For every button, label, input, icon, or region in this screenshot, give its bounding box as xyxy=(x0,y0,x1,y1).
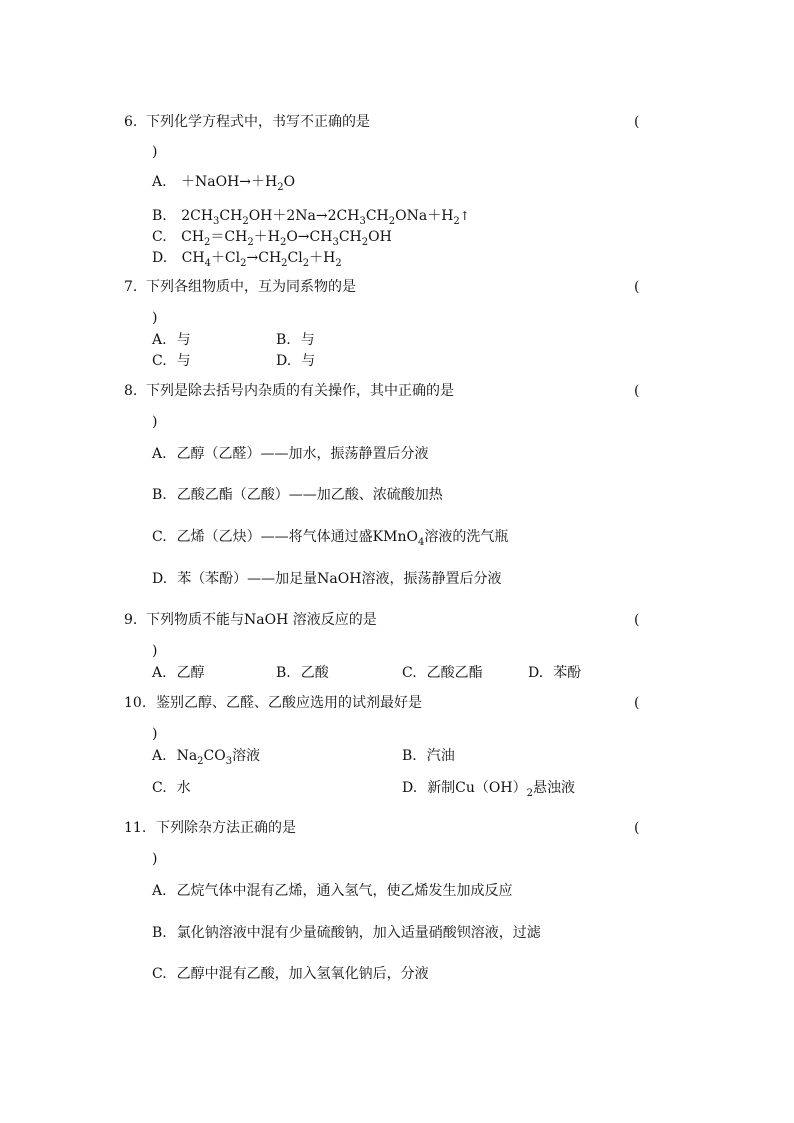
question-number: 11. xyxy=(124,820,147,836)
option-d xyxy=(402,779,575,797)
answer-paren-right: ) xyxy=(152,643,158,659)
answer-paren-left: ( xyxy=(634,383,640,399)
option-text: 乙醇中混有乙酸，加入氢氧化钠后，分液 xyxy=(176,966,429,982)
option-text: 乙醇 xyxy=(176,665,205,681)
option-label: A. xyxy=(152,332,167,348)
option-text: $2CH_3CH_2OH+2Na\to 2CH_3CH_2ONa+H_2↑$ xyxy=(181,208,470,227)
option-c xyxy=(152,228,392,246)
option-b xyxy=(402,747,455,765)
option-text: 水 xyxy=(176,780,191,796)
option-label: B. xyxy=(152,208,167,224)
option-a xyxy=(152,747,260,765)
answer-paren-right: ) xyxy=(152,851,158,867)
answer-paren-right: ) xyxy=(152,726,158,742)
option-a xyxy=(152,664,205,682)
option-b xyxy=(276,664,329,682)
question-stem: 下列化学方程式中，书写不正确的是 xyxy=(146,114,370,130)
option-label: A. xyxy=(152,665,167,681)
option-text: 新制$Cu(OH)_2$悬浊液 xyxy=(427,780,575,799)
option-a xyxy=(152,445,429,463)
option-label: D. xyxy=(402,780,418,796)
answer-paren-right: ) xyxy=(152,144,158,160)
option-label: D. xyxy=(528,665,544,681)
option-label: A. xyxy=(152,883,167,899)
option-label: B. xyxy=(276,665,291,681)
option-a xyxy=(152,882,513,900)
option-c xyxy=(152,352,191,370)
option-d xyxy=(276,352,315,370)
answer-paren-left: ( xyxy=(634,695,640,711)
option-d xyxy=(528,664,581,682)
option-label: C. xyxy=(152,780,167,796)
option-label: D. xyxy=(152,571,168,587)
option-text: $Na_2CO_3$溶液 xyxy=(176,748,261,767)
option-label: C. xyxy=(152,353,167,369)
option-d xyxy=(152,570,501,588)
option-label: D. xyxy=(276,353,292,369)
option-text: 苯酚 xyxy=(553,665,582,681)
option-label: C. xyxy=(152,229,167,245)
answer-paren-right: ) xyxy=(152,414,158,430)
option-text: 与 xyxy=(301,353,316,369)
option-text: $CH_2=CH_2+H_2O\to CH_3CH_2OH$ xyxy=(181,229,392,248)
option-b xyxy=(152,207,470,225)
option-b xyxy=(152,486,443,504)
option-label: A. xyxy=(152,174,167,190)
answer-paren-left: ( xyxy=(634,612,640,628)
option-text: 乙烯（乙炔）——将气体通过盛KMnO$_4$溶液的洗气瓶 xyxy=(176,529,509,548)
option-label: A. xyxy=(152,748,167,764)
option-text: 乙醇（乙醛）——加水，振荡静置后分液 xyxy=(176,446,429,462)
question-stem: 鉴别乙醇、乙醛、乙酸应选用的试剂最好是 xyxy=(156,695,422,711)
option-b xyxy=(152,924,541,942)
option-a xyxy=(152,331,191,349)
option-text: 乙酸 xyxy=(300,665,329,681)
option-label: B. xyxy=(276,332,291,348)
option-text: 氯化钠溶液中混有少量硫酸钠，加入适量硝酸钡溶液，过滤 xyxy=(176,925,541,941)
option-text: 与 xyxy=(176,332,191,348)
option-label: B. xyxy=(152,487,167,503)
option-text: 与 xyxy=(176,353,191,369)
option-text: 汽油 xyxy=(426,748,455,764)
question-number: 7. xyxy=(124,279,138,295)
option-c xyxy=(402,664,483,682)
answer-paren-left: ( xyxy=(634,820,640,836)
question-number: 9. xyxy=(124,612,138,628)
answer-paren-left: ( xyxy=(634,279,640,295)
option-label: B. xyxy=(152,925,167,941)
question-stem: 下列是除去括号内杂质的有关操作，其中正确的是 xyxy=(146,383,454,399)
option-text: 乙烷气体中混有乙烯，通入氢气，使乙烯发生加成反应 xyxy=(176,883,513,899)
option-text: $+NaOH\to+H_2O$ xyxy=(181,174,296,193)
option-d xyxy=(152,249,342,267)
option-b xyxy=(276,331,315,349)
option-c xyxy=(152,528,508,546)
question-stem: 下列除杂方法正确的是 xyxy=(156,820,296,836)
answer-paren-left: ( xyxy=(634,114,640,130)
question-stem: 下列物质不能与NaOH 溶液反应的是 xyxy=(146,612,377,628)
option-text: $CH_4+Cl_2\to CH_2Cl_2+H_2$ xyxy=(181,250,342,269)
option-text: 乙酸乙酯 xyxy=(426,665,483,681)
option-text: 乙酸乙酯（乙酸）——加乙酸、浓硫酸加热 xyxy=(176,487,443,503)
question-number: 6. xyxy=(124,114,138,130)
option-label: C. xyxy=(152,529,167,545)
option-label: C. xyxy=(402,665,417,681)
option-label: C. xyxy=(152,966,167,982)
option-label: D. xyxy=(152,250,168,266)
question-number: 8. xyxy=(124,383,138,399)
answer-paren-right: ) xyxy=(152,310,158,326)
option-c xyxy=(152,965,429,983)
option-text: 与 xyxy=(300,332,315,348)
option-a xyxy=(152,173,295,191)
option-label: B. xyxy=(402,748,417,764)
option-label: A. xyxy=(152,446,167,462)
question-stem: 下列各组物质中，互为同系物的是 xyxy=(146,279,356,295)
question-number: 10. xyxy=(124,695,147,711)
option-text: 苯（苯酚）——加足量NaOH溶液，振荡静置后分液 xyxy=(177,571,502,587)
option-c xyxy=(152,779,191,797)
